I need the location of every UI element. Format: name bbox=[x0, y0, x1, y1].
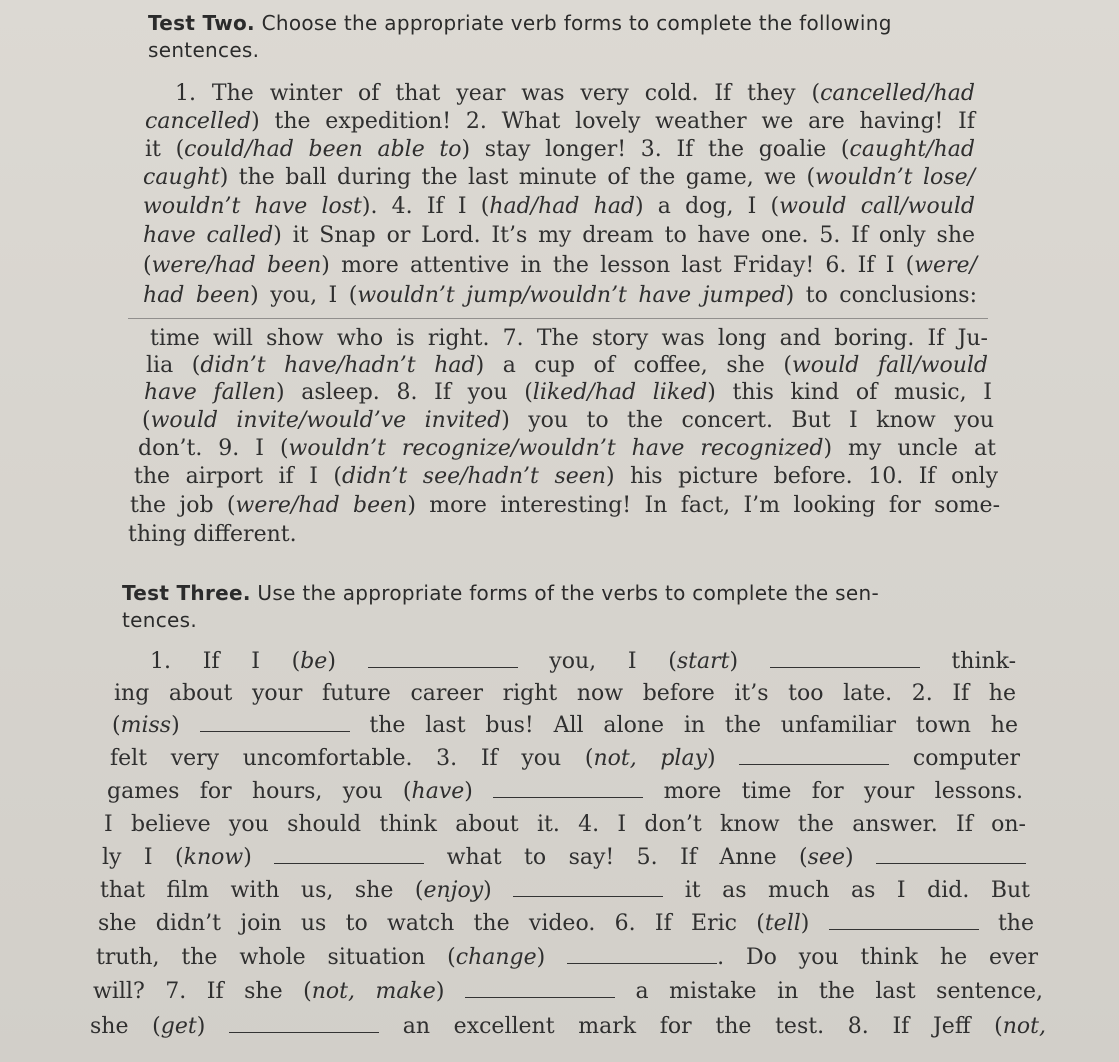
test-two-line-text: the airport if I (didn’t see/hadn’t seen) his picture before. 10. If only bbox=[134, 464, 998, 489]
test-two-line-text: (were/had been) more attentive in the lesson last Friday! 6. If I (were/ bbox=[143, 253, 977, 278]
test-three-line-text: I believe you should think about it. 4. I don’t know the answer. If on- bbox=[104, 812, 1026, 837]
test-three-heading-bold: Test Three. bbox=[122, 581, 251, 605]
test-three-line bbox=[112, 712, 1018, 740]
test-two-line-text: caught) the ball during the last minute of the game, we (wouldn’t lose/ bbox=[143, 165, 975, 190]
test-three-line-text: she didn’t join us to watch the video. 6. If Eric (tell) the bbox=[98, 911, 1034, 936]
test-three-line-text: games for hours, you (have) more time for your lessons. bbox=[107, 779, 1024, 804]
test-two-line bbox=[145, 136, 975, 164]
test-two-line bbox=[150, 325, 988, 353]
test-two-heading-line2: sentences. bbox=[148, 38, 260, 62]
test-three-line bbox=[90, 1013, 1046, 1041]
test-three-line bbox=[98, 910, 1034, 938]
test-two-line-text: 1. The winter of that year was very cold. If they (cancelled/had bbox=[175, 81, 975, 106]
test-three-heading-line2: tences. bbox=[122, 608, 198, 632]
test-three-line bbox=[104, 811, 1026, 839]
test-two-line bbox=[143, 252, 977, 280]
test-two-line-text: it (could/had been able to) stay longer! 3. If the goalie (caught/had bbox=[145, 137, 976, 162]
test-three-line-text: she (get) an excellent mark for the test. 8. If Jeff (not, bbox=[90, 1014, 1046, 1039]
test-three-line bbox=[93, 978, 1043, 1006]
test-two-line bbox=[143, 193, 975, 221]
test-two-line bbox=[142, 407, 994, 435]
test-two-line-text: have called) it Snap or Lord. It’s my dream to have one. 5. If only she bbox=[143, 223, 976, 248]
test-two-line-text: have fallen) asleep. 8. If you (liked/had liked) this kind of music, I bbox=[144, 380, 992, 405]
test-two-line bbox=[146, 352, 988, 380]
test-three-line-text: that film with us, she (enjoy) it as much as I did. But bbox=[100, 878, 1030, 903]
test-three-line bbox=[102, 844, 1026, 872]
test-two-line-text: time will show who is right. 7. The story was long and boring. If Ju- bbox=[150, 326, 988, 351]
test-three-line bbox=[100, 877, 1030, 905]
test-two-line-text: thing different. bbox=[128, 522, 297, 547]
test-two-line-text: wouldn’t have lost). 4. If I (had/had had) a dog, I (would call/would bbox=[143, 194, 975, 219]
test-two-line bbox=[138, 435, 996, 463]
test-three-line-text: truth, the whole situation (change) . Do you think he ever bbox=[96, 945, 1039, 970]
test-two-heading-bold: Test Two. bbox=[148, 11, 255, 35]
test-two-line-text: (would invite/would’ve invited) you to the concert. But I know you bbox=[142, 408, 994, 433]
test-two-heading-rest: Choose the appropriate verb forms to complete the following bbox=[254, 11, 892, 35]
test-two-line bbox=[175, 80, 975, 108]
test-two-line bbox=[130, 492, 1000, 520]
test-three-line-text: will? 7. If she (not, make) a mistake in the last sentence, bbox=[93, 979, 1044, 1004]
test-three-line-text: 1. If I (be) you, I (start) think- bbox=[150, 649, 1017, 674]
page-divider-line bbox=[128, 318, 988, 319]
test-two-line-text: cancelled) the expedition! 2. What lovely weather we are having! If bbox=[145, 109, 975, 134]
test-three-line-text: felt very uncomfortable. 3. If you (not, play) computer bbox=[110, 746, 1020, 771]
test-two-line-text: don’t. 9. I (wouldn’t recognize/wouldn’t have recognized) my uncle at bbox=[138, 436, 996, 461]
test-three-line bbox=[110, 745, 1020, 773]
test-three-line-text: (miss) the last bus! All alone in the unfamiliar town he bbox=[112, 713, 1018, 738]
test-three-line bbox=[107, 778, 1023, 806]
test-two-line bbox=[143, 164, 975, 192]
test-two-heading bbox=[148, 10, 988, 64]
test-two-line-text: the job (were/had been) more interesting! In fact, I’m looking for some- bbox=[130, 493, 1001, 518]
test-three-line-text: ly I (know) what to say! 5. If Anne (see) bbox=[102, 845, 1026, 870]
test-two-line-text: lia (didn’t have/hadn’t had) a cup of coffee, she (would fall/would bbox=[146, 353, 988, 378]
test-two-line bbox=[128, 521, 297, 549]
test-two-line-text: had been) you, I (wouldn’t jump/wouldn’t have jumped) to conclusions: bbox=[143, 283, 978, 308]
test-three-heading bbox=[122, 580, 1022, 634]
test-three-heading-rest: Use the appropriate forms of the verbs to complete the sen- bbox=[250, 581, 879, 605]
test-two-line bbox=[134, 463, 998, 491]
test-two-line bbox=[144, 379, 992, 407]
test-three-line bbox=[150, 648, 1016, 676]
test-two-line bbox=[143, 282, 977, 310]
test-two-line bbox=[143, 222, 975, 250]
test-three-line bbox=[114, 680, 1016, 708]
test-two-line bbox=[145, 108, 975, 136]
test-three-line-text: ing about your future career right now before it’s too late. 2. If he bbox=[114, 681, 1016, 706]
test-three-line bbox=[96, 944, 1038, 972]
